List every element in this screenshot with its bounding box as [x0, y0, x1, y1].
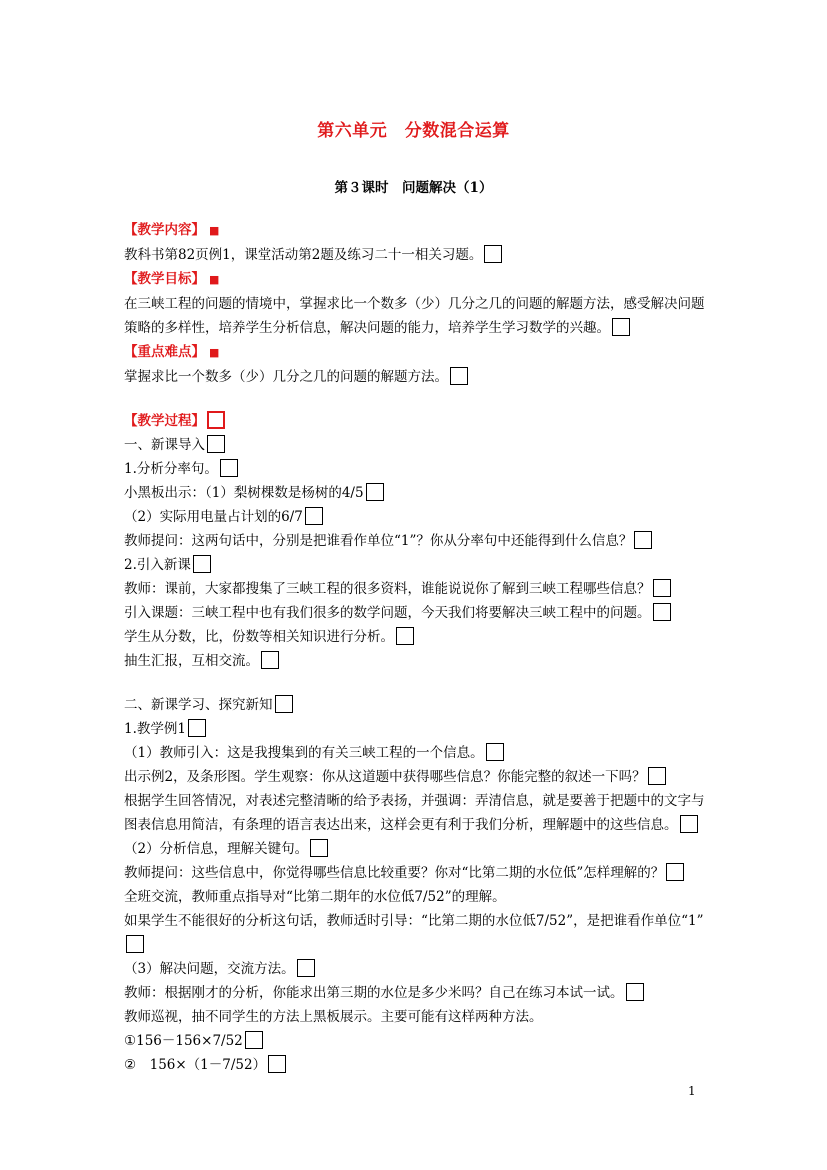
line-text: 学生从分数，比，份数等相关知识进行分析。 — [124, 629, 394, 645]
document-body — [124, 218, 714, 1077]
goals-text — [124, 292, 714, 340]
page-title: 第六单元 分数混合运算 — [317, 121, 510, 141]
heading-text: 【教学目标】 — [124, 271, 205, 287]
heading-text: 【教学过程】 — [124, 413, 205, 429]
checkbox[interactable] — [680, 815, 698, 833]
square-marker: ■ — [209, 346, 220, 359]
line-text: （2）实际用电量占计划的6/7 — [124, 509, 303, 525]
content-text — [124, 243, 714, 267]
process-line — [124, 885, 714, 909]
checkbox[interactable] — [484, 245, 502, 263]
square-marker: ■ — [209, 224, 220, 237]
line-text: 教师巡视，抽不同学生的方法上黑板展示。主要可能有这样两种方法。 — [124, 1009, 543, 1025]
process-line — [124, 577, 714, 601]
checkbox[interactable] — [634, 531, 652, 549]
process-line — [124, 981, 714, 1005]
process-line — [124, 1005, 714, 1029]
line-text: 教师提问：这两句话中，分别是把谁看作单位“1”？你从分率句中还能得到什么信息？ — [124, 533, 633, 549]
page-number: 1 — [688, 1084, 696, 1098]
checkbox[interactable] — [666, 863, 684, 881]
line-text: 根据学生回答情况，对表述完整清晰的给予表扬，并强调：弄清信息，就是要善于把题中的文字与图表信息用简洁，有条理的语言表达出来，这样会更有利于我们分析，理解题中的这些信息。 — [124, 793, 705, 833]
square-marker: ■ — [209, 273, 220, 286]
checkbox[interactable] — [261, 651, 279, 669]
line-text: 引入课题：三峡工程中也有我们很多的数学问题，今天我们将要解决三峡工程中的问题。 — [124, 605, 651, 621]
process-paragraph — [124, 789, 714, 837]
heading-text: 【重点难点】 — [124, 344, 205, 360]
key-points-text — [124, 365, 714, 389]
line-text: 教师提问：这些信息中，你觉得哪些信息比较重要？你对“比第二期的水位低”怎样理解的？ — [124, 865, 665, 881]
line-text: （3）解决问题，交流方法。 — [124, 961, 295, 977]
process-line — [124, 765, 714, 789]
line-text: 小黑板出示：（1）梨树棵数是杨树的4/5 — [124, 485, 364, 501]
checkbox[interactable] — [366, 483, 384, 501]
process-line — [124, 1053, 714, 1077]
checkbox[interactable] — [653, 579, 671, 597]
process-line — [124, 529, 714, 553]
line-text: 抽生汇报，互相交流。 — [124, 653, 259, 669]
process-paragraph — [124, 861, 714, 885]
process-line — [124, 481, 714, 505]
line-text: 一、新课导入 — [124, 437, 205, 453]
process-line — [124, 433, 714, 457]
line-text: 2.引入新课 — [124, 557, 191, 573]
line-text: 出示例2，及条形图。学生观察：你从这道题中获得哪些信息？你能完整的叙述一下吗？ — [124, 769, 646, 785]
line-text: ①156－156×7/52 — [124, 1033, 243, 1049]
line-text: （2）分析信息，理解关键句。 — [124, 841, 309, 857]
checkbox[interactable] — [268, 1055, 286, 1073]
paragraph-text: 掌握求比一个数多（少）几分之几的问题的解题方法。 — [124, 369, 448, 385]
line-text: 1.教学例1 — [124, 721, 186, 737]
process-line — [124, 717, 714, 741]
section-heading-goals — [124, 267, 714, 292]
line-text: ② 156×（1－7/52） — [124, 1057, 267, 1073]
process-line — [124, 693, 714, 717]
checkbox[interactable] — [275, 695, 293, 713]
section-heading-process — [124, 409, 714, 433]
heading-text: 【教学内容】 — [124, 222, 205, 238]
process-line — [124, 505, 714, 529]
paragraph-text: 教科书第82页例1，课堂活动第2题及练习二十一相关习题。 — [124, 247, 483, 263]
line-text: 如果学生不能很好的分析这句话，教师适时引导：“比第二期的水位低7/52”，是把谁看作单位“1” — [124, 913, 704, 929]
checkbox[interactable] — [450, 367, 468, 385]
process-paragraph — [124, 909, 714, 957]
checkbox[interactable] — [193, 555, 211, 573]
checkbox[interactable] — [297, 959, 315, 977]
line-text: 教师：课前，大家都搜集了三峡工程的很多资料，谁能说说你了解到三峡工程哪些信息？ — [124, 581, 651, 597]
process-line — [124, 649, 714, 673]
line-text: 全班交流，教师重点指导对“比第二期年的水位低7/52”的理解。 — [124, 889, 506, 905]
line-text: （1）教师引入：这是我搜集到的有关三峡工程的一个信息。 — [124, 745, 484, 761]
section-heading-key-points — [124, 340, 714, 365]
checkbox[interactable] — [207, 411, 225, 429]
line-text: 教师：根据刚才的分析，你能求出第三期的水位是多少米吗？自己在练习本试一试。 — [124, 985, 624, 1001]
checkbox[interactable] — [653, 603, 671, 621]
process-line — [124, 553, 714, 577]
checkbox[interactable] — [486, 743, 504, 761]
checkbox[interactable] — [396, 627, 414, 645]
process-line — [124, 1029, 714, 1053]
process-line — [124, 457, 714, 481]
checkbox[interactable] — [310, 839, 328, 857]
line-text: 二、新课学习、探究新知 — [124, 697, 273, 713]
lesson-title: 第３课时 问题解决（1） — [334, 180, 493, 196]
checkbox[interactable] — [207, 435, 225, 453]
checkbox[interactable] — [126, 935, 144, 953]
process-line — [124, 625, 714, 649]
checkbox[interactable] — [188, 719, 206, 737]
process-line — [124, 957, 714, 981]
process-line — [124, 601, 714, 625]
checkbox[interactable] — [220, 459, 238, 477]
line-text: 1.分析分率句。 — [124, 461, 218, 477]
paragraph-text: 在三峡工程的问题的情境中，掌握求比一个数多（少）几分之几的问题的解题方法，感受解决问题策略的多样性，培养学生分析信息，解决问题的能力，培养学生学习数学的兴趣。 — [124, 296, 705, 336]
checkbox[interactable] — [305, 507, 323, 525]
checkbox[interactable] — [245, 1031, 263, 1049]
checkbox[interactable] — [612, 318, 630, 336]
checkbox[interactable] — [648, 767, 666, 785]
process-line — [124, 837, 714, 861]
checkbox[interactable] — [626, 983, 644, 1001]
section-heading-content — [124, 218, 714, 243]
process-line — [124, 741, 714, 765]
